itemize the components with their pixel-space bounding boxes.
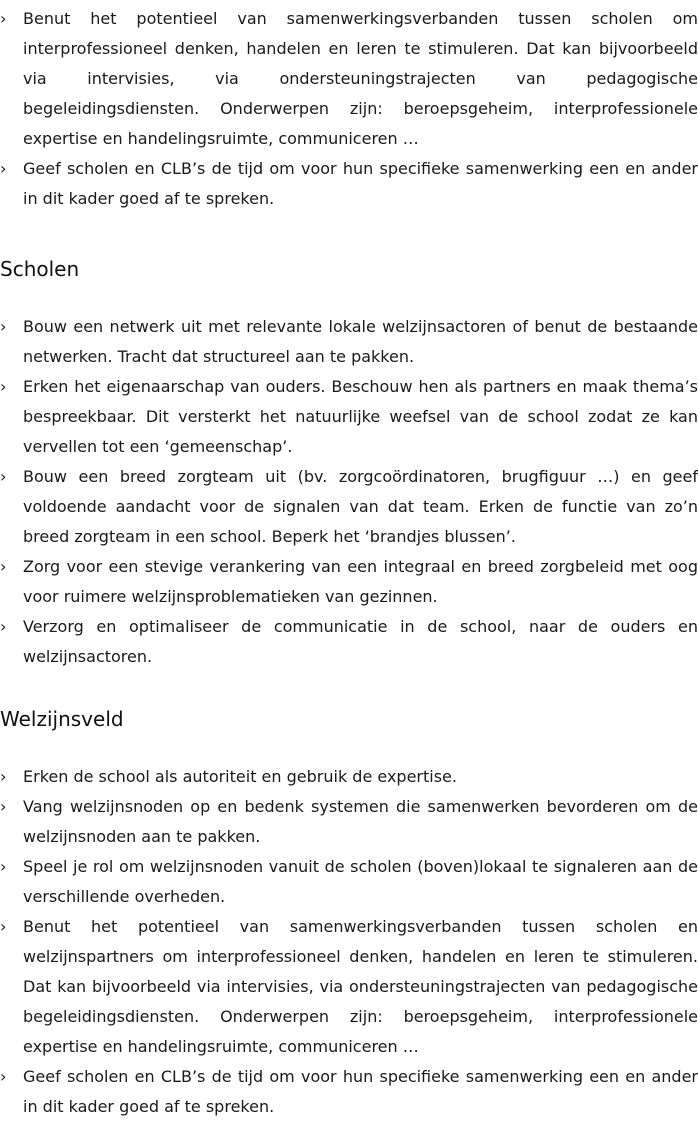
chevron-bullet-icon: › [0, 857, 7, 876]
chevron-bullet-icon: › [0, 159, 7, 178]
chevron-bullet-icon: › [0, 557, 7, 576]
list-item-text: Verzorg en optimaliseer de communicatie in de school, naar de ouders en welzijnsactoren. [23, 617, 698, 666]
chevron-bullet-icon: › [0, 1067, 7, 1086]
list-item-text: Benut het potentieel van samenwerkingsverbanden tussen scholen om interprofessioneel denken, handelen en leren te stimuleren. Dat kan bijvoorbeeld via intervisies, via ondersteuningstrajecten van pedagogische begeleidingsdiensten. Onderwerpen zijn: beroepsgeheim, interprofessionele expertise en handelingsruimte, communiceren … [23, 9, 698, 148]
list-item [0, 312, 698, 372]
list-item [0, 852, 698, 912]
chevron-bullet-icon: › [0, 467, 7, 486]
section-heading-welzijnsveld: Welzijnsveld [0, 707, 124, 731]
list-item-text: Zorg voor een stevige verankering van een integraal en breed zorgbeleid met oog voor ruimere welzijnsproblematieken van gezinnen. [23, 557, 698, 606]
list-item-text: Bouw een breed zorgteam uit (bv. zorgcoördinatoren, brugfiguur …) en geef voldoende aandacht voor de signalen van dat team. Erken de functie van zo’n breed zorgteam in een school. Beperk het ‘brandjes blussen’. [23, 467, 698, 546]
list-item-text: Geef scholen en CLB’s de tijd om voor hun specifieke samenwerking een en ander in dit kader goed af te spreken. [23, 159, 698, 208]
chevron-bullet-icon: › [0, 317, 7, 336]
list-item [0, 4, 698, 154]
list-item [0, 612, 698, 672]
chevron-bullet-icon: › [0, 377, 7, 396]
chevron-bullet-icon: › [0, 767, 7, 786]
list-item-text: Erken de school als autoriteit en gebruik de expertise. [23, 767, 457, 786]
list-item-text: Erken het eigenaarschap van ouders. Beschouw hen als partners en maak thema’s bespreekbaar. Dit versterkt het natuurlijke weefsel van de school zodat ze kan vervellen tot een ‘gemeenschap’. [23, 377, 698, 456]
list-item-text: Vang welzijnsnoden op en bedenk systemen die samenwerken bevorderen om de welzijnsnoden aan te pakken. [23, 797, 698, 846]
list-item-text: Bouw een netwerk uit met relevante lokale welzijnsactoren of benut de bestaande netwerken. Tracht dat structureel aan te pakken. [23, 317, 698, 366]
list-item [0, 762, 698, 792]
list-item [0, 1062, 698, 1122]
list-item [0, 552, 698, 612]
chevron-bullet-icon: › [0, 797, 7, 816]
section-heading-scholen: Scholen [0, 257, 80, 281]
list-item-text: Speel je rol om welzijnsnoden vanuit de scholen (boven)lokaal te signaleren aan de verschillende overheden. [23, 857, 698, 906]
chevron-bullet-icon: › [0, 917, 7, 936]
list-item-text: Benut het potentieel van samenwerkingsverbanden tussen scholen en welzijnspartners om interprofessioneel denken, handelen en leren te stimuleren. Dat kan bijvoorbeeld via intervisies, via ondersteuningstrajecten van pedagogische begeleidingsdiensten. Onderwerpen zijn: beroepsgeheim, interprofessionele expertise en handelingsruimte, communiceren … [23, 917, 698, 1056]
list-item [0, 792, 698, 852]
list-item [0, 372, 698, 462]
list-item [0, 462, 698, 552]
list-item-text: Geef scholen en CLB’s de tijd om voor hun specifieke samenwerking een en ander in dit kader goed af te spreken. [23, 1067, 698, 1116]
chevron-bullet-icon: › [0, 617, 7, 636]
list-item [0, 912, 698, 1062]
chevron-bullet-icon: › [0, 9, 7, 28]
list-item [0, 154, 698, 214]
scholen-bullet-list [0, 312, 698, 672]
intro-bullet-list [0, 4, 698, 214]
welzijnsveld-bullet-list [0, 762, 698, 1122]
